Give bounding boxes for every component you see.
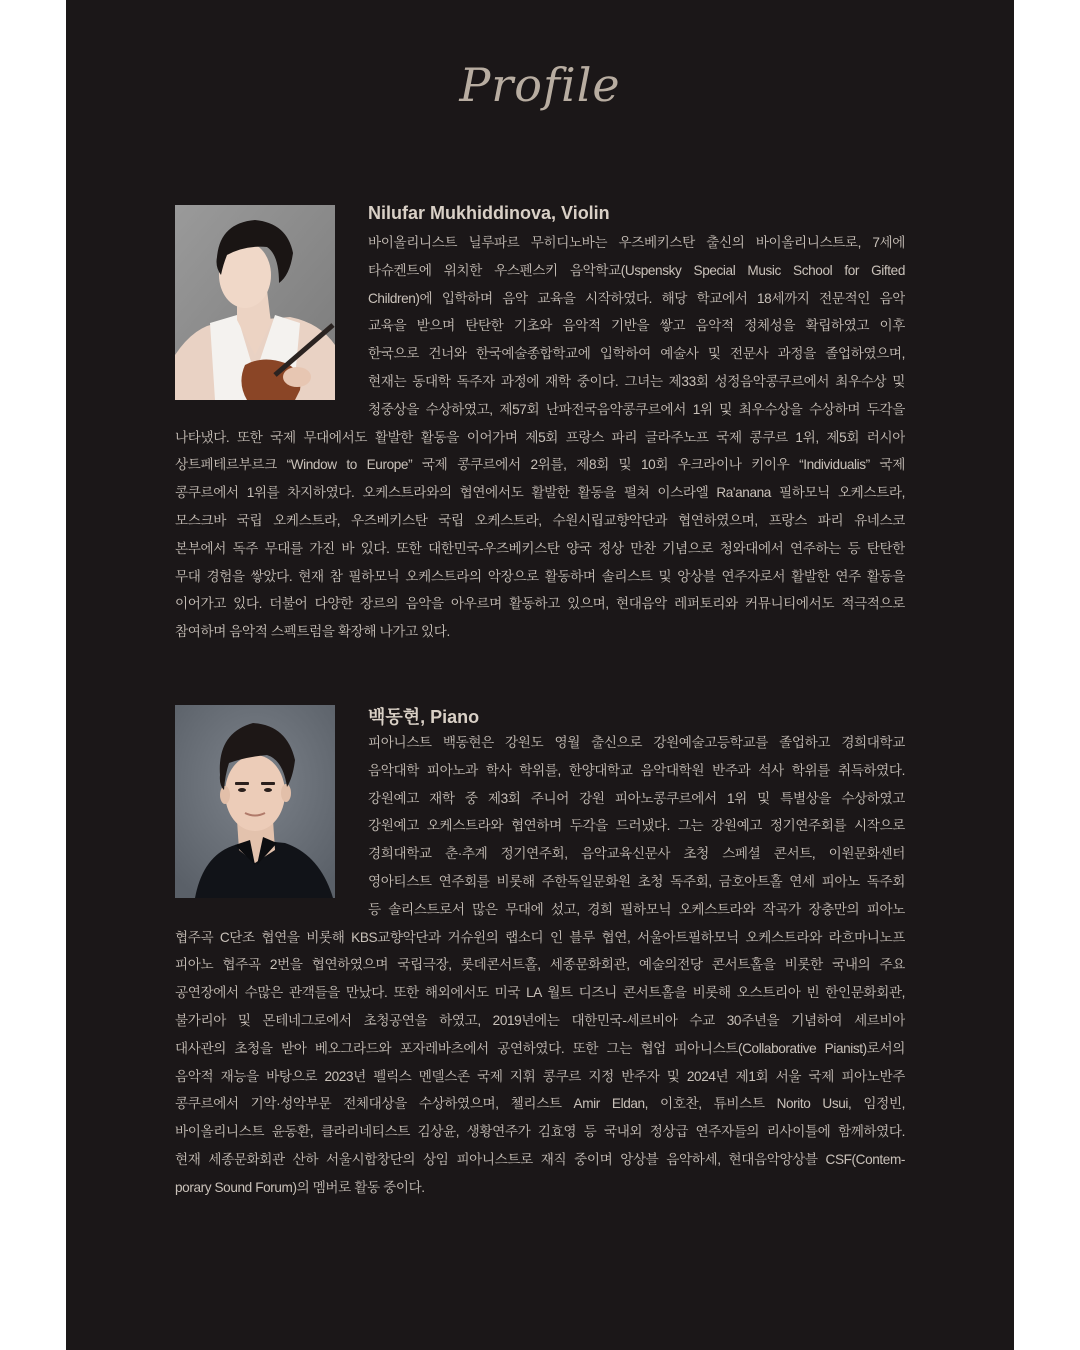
bio-line: 강원예고 오케스트라와 협연하며 두각을 드러냈다. 그는 강원예고 정기연주회를 시작으로	[368, 818, 905, 834]
bio-line: 콩쿠르에서 1위를 차지하였다. 오케스트라와의 협연에서도 활발한 활동을 펼쳐 이스라엘 Ra'anana 필하모닉 오케스트라,	[175, 485, 905, 501]
bio-line: 대사관의 초청을 받아 베오그라드와 포자레바츠에서 공연하였다. 또한 그는 협업 피아니스트(Collaborative Pianist)로서의	[175, 1040, 905, 1056]
profile-name-nilufar: Nilufar Mukhiddinova, Violin	[368, 203, 610, 223]
violinist-portrait-photo	[175, 205, 335, 400]
bio-line: 타슈켄트에 위치한 우스펜스키 음악학교(Uspensky Special Music School for Gifted	[368, 262, 905, 278]
bio-line: 불가리아 및 몬테네그로에서 초청공연을 하였고, 2019년에는 대한민국-세르비아 수교 30주년을 기념하여 세르비아	[175, 1013, 905, 1028]
bio-line: 콩쿠르에서 기악·성악부문 전체대상을 수상하였으며, 첼리스트 Amir Eldan, 이호찬, 튜비스트 Norito Usui, 임정빈,	[175, 1096, 905, 1112]
bio-line: 협주곡 C단조 협연을 비롯해 KBS교향악단과 거슈윈의 랩소디 인 블루 협연, 서울아트필하모닉 오케스트라와 라흐마니노프	[175, 929, 905, 945]
bio-line: 참여하며 음악적 스펙트럼을 확장해 나가고 있다.	[175, 624, 450, 640]
bio-line: 모스크바 국립 오케스트라, 우즈베키스탄 국립 오케스트라, 수원시립교향악단과 협연하였으며, 프랑스 파리 유네스코	[175, 513, 905, 528]
bio-line: 음악대학 피아노과 학사 학위를, 한양대학교 음악대학원 반주과 석사 학위를 취득하였다.	[368, 762, 905, 778]
bio-line: 피아노 협주곡 2번을 협연하였으며 국립극장, 롯데콘서트홀, 세종문화회관, 예술의전당 콘서트홀을 비롯한 국내의 주요	[175, 957, 905, 973]
page-title: Profile	[459, 58, 621, 112]
bio-line: 강원예고 재학 중 제3회 주니어 강원 피아노콩쿠르에서 1위 및 특별상을 수상하였고	[368, 790, 905, 806]
bio-line: 피아니스트 백동현은 강원도 영월 출신으로 강원예술고등학교를 졸업하고 경희대학교	[368, 735, 905, 750]
pianist-portrait-photo	[175, 705, 335, 898]
bio-line: 무대 경험을 쌓았다. 현재 참 필하모닉 오케스트라의 악장으로 활동하며 솔리스트 및 앙상블 연주자로서 활발한 연주 활동을	[175, 568, 905, 584]
bio-line: 나타냈다. 또한 국제 무대에서도 활발한 활동을 이어가며 제5회 프랑스 파리 글라주노프 국제 콩쿠르 1위, 제5회 러시아	[175, 429, 905, 445]
bio-line: 바이올리니스트 윤동환, 클라리네티스트 김상윤, 생황연주가 김효영 등 국내외 정상급 연주자들의 리사이틀에 함께하였다.	[175, 1124, 905, 1140]
bio-line: 바이올리니스트 닐루파르 무히디노바는 우즈베키스탄 출신의 바이올리니스트로, 7세에	[368, 235, 905, 250]
bio-line: porary Sound Forum)의 멤버로 활동 중이다.	[175, 1179, 425, 1195]
bio-line: 등 솔리스트로서 많은 무대에 섰고, 경희 필하모닉 오케스트라와 작곡가 장충만의 피아노	[368, 901, 905, 917]
bio-line: 이어가고 있다. 더불어 다양한 장르의 음악을 아우르며 활동하고 있으며, 현대음악 레퍼토리와 커뮤니티에서도 적극적으로	[175, 596, 905, 612]
portrait-pianist-icon	[175, 705, 335, 898]
bio-line: 현재 세종문화회관 산하 서울시합창단의 상임 피아니스트로 재직 중이며 앙상블 음악하세, 현대음악앙상블 CSF(Contem-	[175, 1152, 905, 1167]
bio-line: 경희대학교 춘·추계 정기연주회, 음악교육신문사 초청 스페셜 콘서트, 이원문화센터	[368, 846, 905, 862]
bio-line: 공연장에서 수많은 관객들을 만났다. 또한 해외에서도 미국 LA 월트 디즈니 콘서트홀을 비롯해 오스트리아 빈 한인문화회관,	[175, 985, 905, 1001]
bio-line: 한국으로 건너와 한국예술종합학교에 입학하여 예술사 및 전문사 과정을 졸업하였으며,	[368, 346, 905, 362]
bio-line: 본부에서 독주 무대를 가진 바 있다. 또한 대한민국-우즈베키스탄 양국 정상 만찬 기념으로 청와대에서 연주하는 등 탄탄한	[175, 540, 905, 556]
bio-line: 청중상을 수상하였고, 제57회 난파전국음악콩쿠르에서 1위 및 최우수상을 수상하며 두각을	[368, 401, 905, 417]
bio-line: 상트페테르부르크 “Window to Europe” 국제 콩쿠르에서 2위를, 제8회 및 10회 우크라이나 키이우 “Individualis” 국제	[175, 457, 905, 473]
profile-name-baek: 백동현, Piano	[368, 707, 480, 727]
bio-line: 영아티스트 연주회를 비롯해 주한독일문화원 초청 독주회, 금호아트홀 연세 피아노 독주회	[368, 874, 905, 889]
bio-line: 교육을 받으며 탄탄한 기초와 음악적 기반을 쌓고 음악적 정체성을 확립하였고 이후	[368, 318, 905, 334]
bio-line: 음악적 재능을 바탕으로 2023년 펠릭스 멘델스존 국제 지휘 콩쿠르 지정 반주자 및 2024년 제1회 서울 국제 피아노반주	[175, 1068, 905, 1084]
portrait-violinist-icon	[175, 205, 335, 400]
bio-line: 현재는 동대학 독주자 과정에 재학 중이다. 그녀는 제33회 성정음악콩쿠르에서 최우수상 및	[368, 374, 905, 389]
bio-line: Children)에 입학하며 음악 교육을 시작하였다. 해당 학교에서 18세까지 전문적인 음악	[368, 290, 905, 306]
